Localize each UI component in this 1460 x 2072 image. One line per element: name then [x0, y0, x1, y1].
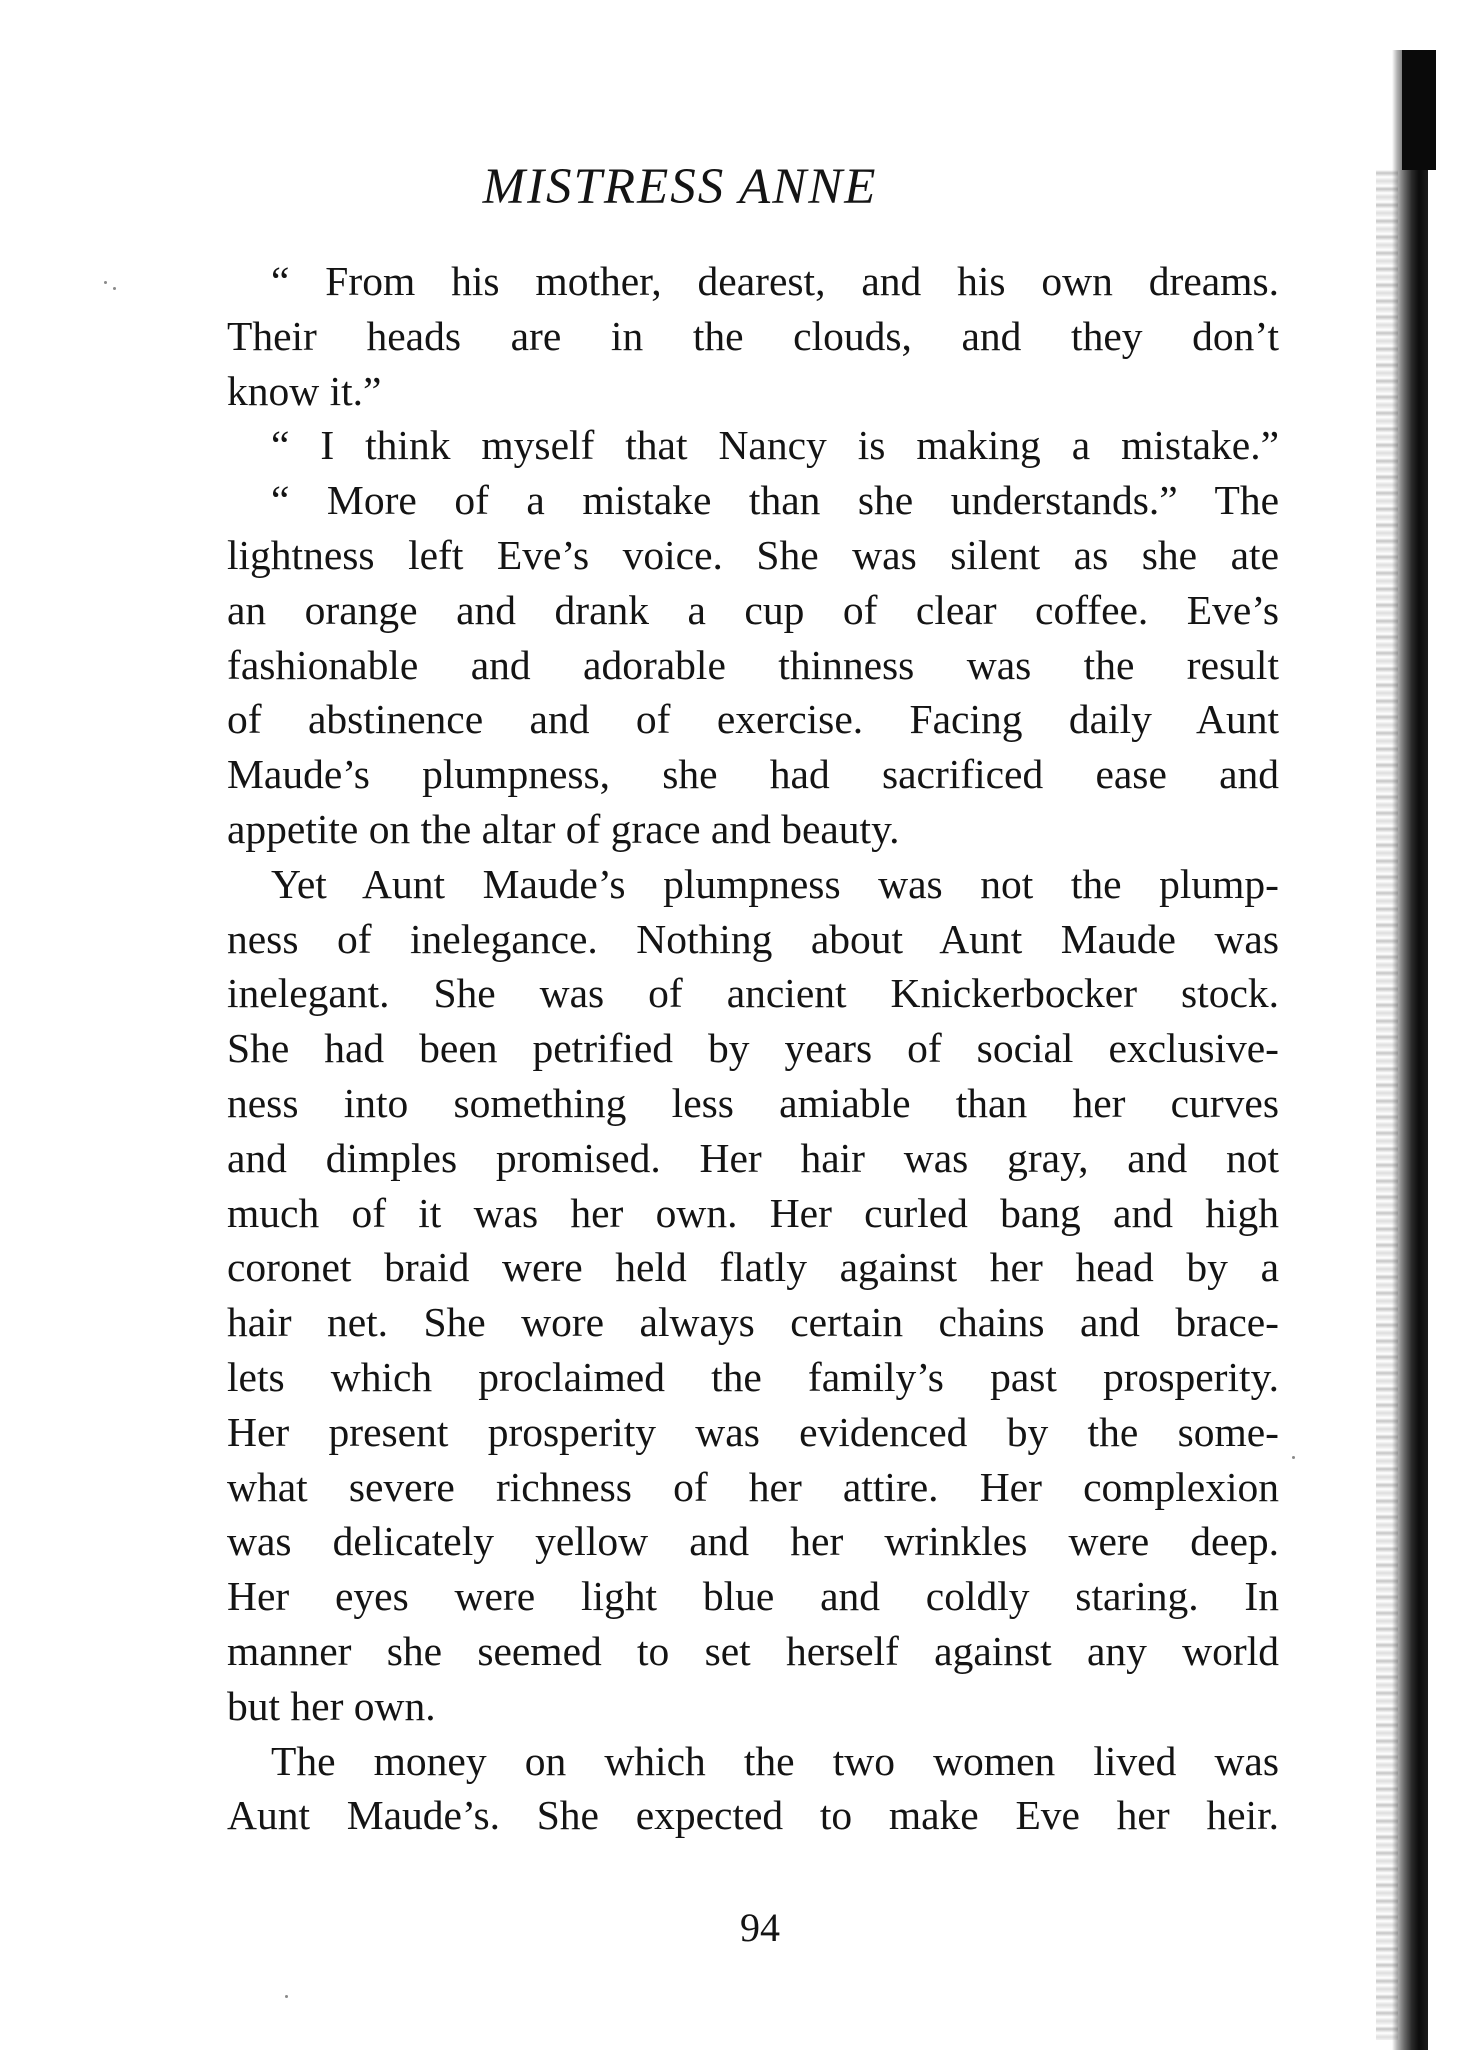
text-line: She had been petrified by years of social exclusive- [227, 1025, 1279, 1072]
text-line: and dimples promised. Her hair was gray, and not [227, 1134, 1279, 1181]
text-line: Maude’s plumpness, she had sacrificed ease and [227, 751, 1279, 798]
text-line: Yet Aunt Maude’s plumpness was not the plump- [271, 860, 1279, 907]
text-line: ness of inelegance. Nothing about Aunt Maude was [227, 915, 1279, 962]
paper-speck [1292, 1456, 1295, 1459]
text-line: manner she seemed to set herself against any world [227, 1627, 1279, 1674]
text-line: lightness left Eve’s voice. She was silent as she ate [227, 531, 1279, 578]
text-line: inelegant. She was of ancient Knickerbocker stock. [227, 970, 1279, 1017]
text-line: “ More of a mistake than she understands.” The [271, 477, 1279, 524]
text-line: coronet braid were held flatly against her head by a [227, 1244, 1279, 1291]
binding-shadow-top [1402, 50, 1436, 170]
page-number: 94 [740, 1905, 780, 1950]
text-line: of abstinence and of exercise. Facing daily Aunt [227, 696, 1279, 743]
text-line: ness into something less amiable than her curves [227, 1079, 1279, 1126]
binding-texture [1376, 170, 1398, 2040]
text-line: fashionable and adorable thinness was the result [227, 641, 1279, 688]
text-line: Her eyes were light blue and coldly staring. In [227, 1573, 1279, 1620]
text-line: The money on which the two women lived was [271, 1737, 1279, 1784]
text-line: lets which proclaimed the family’s past prosperity. [227, 1353, 1279, 1400]
text-line: but her own. [227, 1682, 436, 1729]
text-line: Their heads are in the clouds, and they don’t [227, 312, 1279, 359]
text-line: “ I think myself that Nancy is making a mistake.” [271, 422, 1279, 469]
text-line: “ From his mother, dearest, and his own dreams. [271, 258, 1279, 304]
text-line: what severe richness of her attire. Her complexion [227, 1463, 1279, 1510]
text-line: much of it was her own. Her curled bang and high [227, 1189, 1279, 1236]
text-line: an orange and drank a cup of clear coffee. Eve’s [227, 586, 1279, 633]
text-line: Her present prosperity was evidenced by the some- [227, 1408, 1279, 1455]
paper-speck [104, 281, 107, 284]
text-line: appetite on the altar of grace and beauty. [227, 805, 900, 852]
text-line: was delicately yellow and her wrinkles were deep. [227, 1518, 1279, 1565]
paper-speck [285, 1995, 288, 1998]
running-head: MISTRESS ANNE [482, 159, 878, 215]
body-text [227, 254, 1279, 1843]
paper-speck [113, 287, 116, 290]
text-line: Aunt Maude’s. She expected to make Eve her heir. [227, 1792, 1279, 1839]
text-line: know it.” [227, 367, 382, 414]
text-line: hair net. She wore always certain chains and brace- [227, 1299, 1279, 1346]
